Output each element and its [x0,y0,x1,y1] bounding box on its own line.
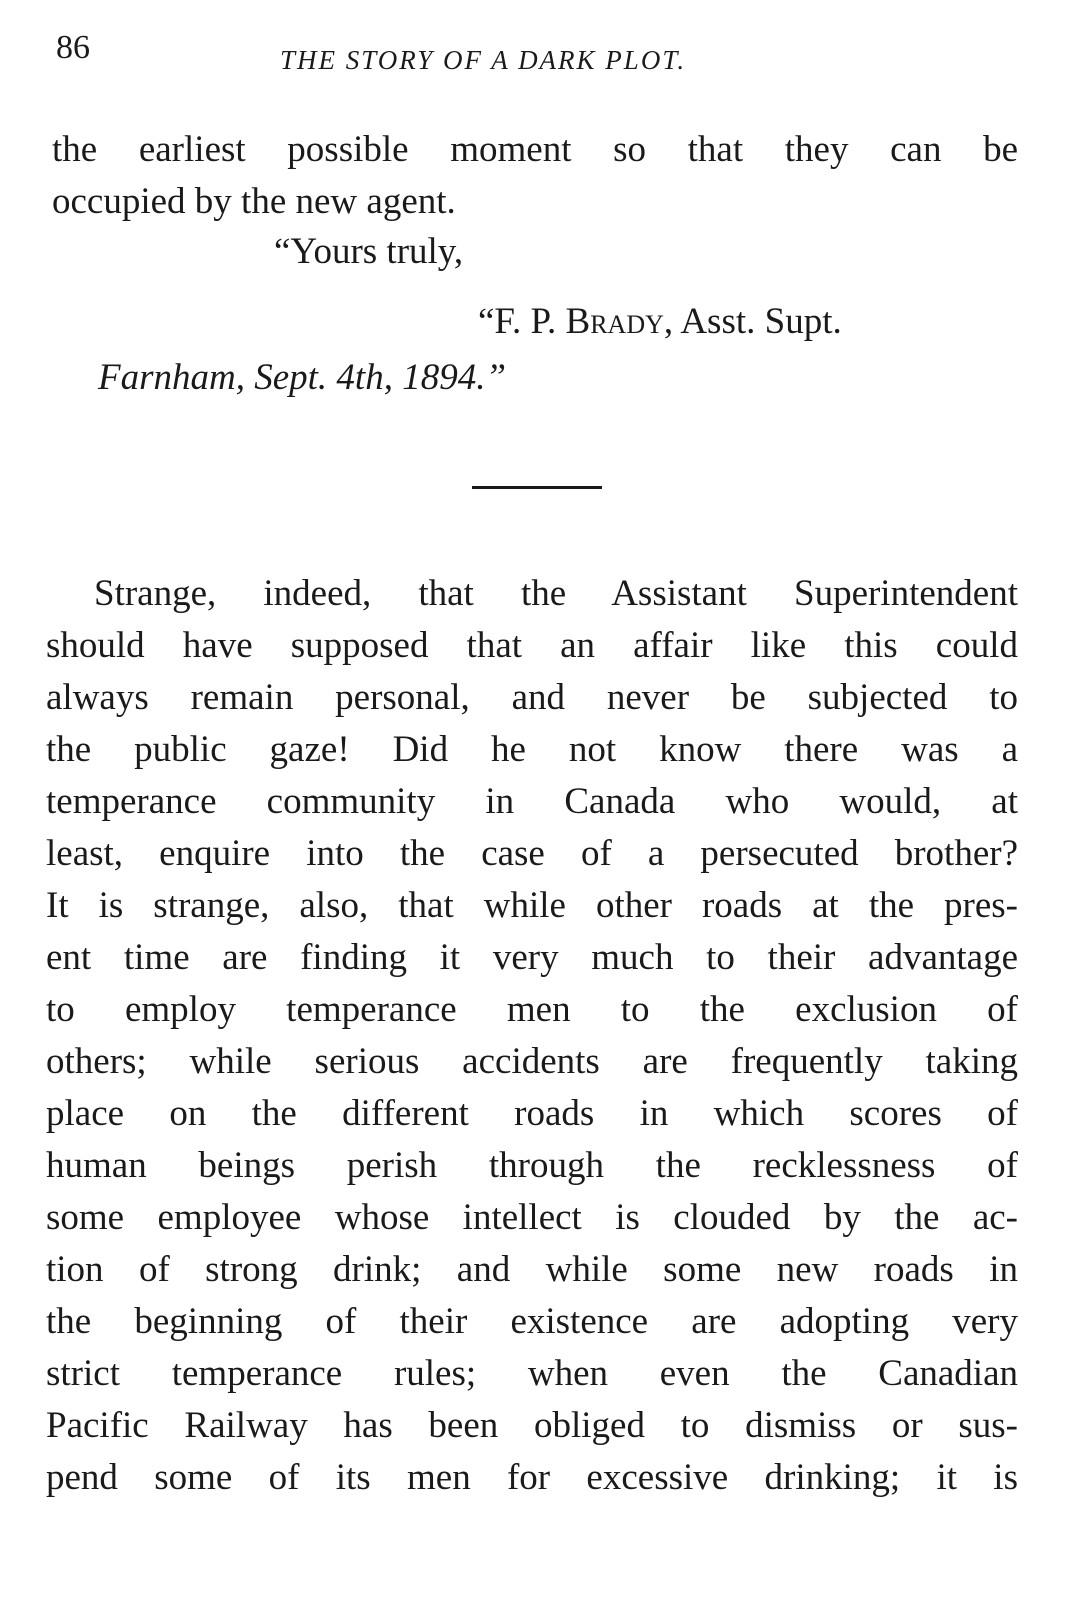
paragraph-line: place on the different roads in which scores of [46,1093,1018,1134]
paragraph-line: others; while serious accidents are frequently taking [46,1041,1018,1082]
paragraph-line: human beings perish through the recklessness of [46,1145,1018,1186]
paragraph-line: temperance community in Canada who would, at [46,781,1018,822]
letter-line: occupied by the new agent. [52,181,456,222]
paragraph-line: Strange, indeed, that the Assistant Superintendent [94,573,1018,614]
signature-surname: Brady [565,301,664,342]
letter-closing: “Yours truly, [274,231,464,272]
body-paragraph [46,568,1018,1504]
signature-initials: “F. P. [478,301,557,342]
paragraph-line: tion of strong drink; and while some new roads in [46,1249,1018,1290]
section-divider [472,486,602,489]
paragraph-line: the beginning of their existence are adopting very [46,1301,1018,1342]
signature-title: , Asst. Supt. [663,301,842,342]
paragraph-line: some employee whose intellect is clouded by the ac- [46,1197,1018,1238]
paragraph-line: strict temperance rules; when even the Canadian [46,1353,1018,1394]
paragraph-line: least, enquire into the case of a persecuted brother? [46,833,1018,874]
page-number: 86 [56,29,90,66]
paragraph-line: the public gaze! Did he not know there was a [46,729,1018,770]
paragraph-line: should have supposed that an affair like this could [46,625,1018,666]
letter-dateline: Farnham, Sept. 4th, 1894.” [98,357,507,398]
letter-line: the earliest possible moment so that they can be [52,129,1018,170]
letter-body [52,124,1018,228]
paragraph-line: It is strange, also, that while other roads at the pres- [46,885,1018,926]
running-head: THE STORY OF A DARK PLOT. [280,45,687,75]
paragraph-line: to employ temperance men to the exclusion of [46,989,1018,1030]
letter-signature [478,296,842,348]
paragraph-line: ent time are finding it very much to their advantage [46,937,1018,978]
paragraph-line: always remain personal, and never be subjected to [46,677,1018,718]
paragraph-line: pend some of its men for excessive drinking; it is [46,1457,1018,1498]
paragraph-line: Pacific Railway has been obliged to dismiss or sus- [46,1405,1018,1446]
